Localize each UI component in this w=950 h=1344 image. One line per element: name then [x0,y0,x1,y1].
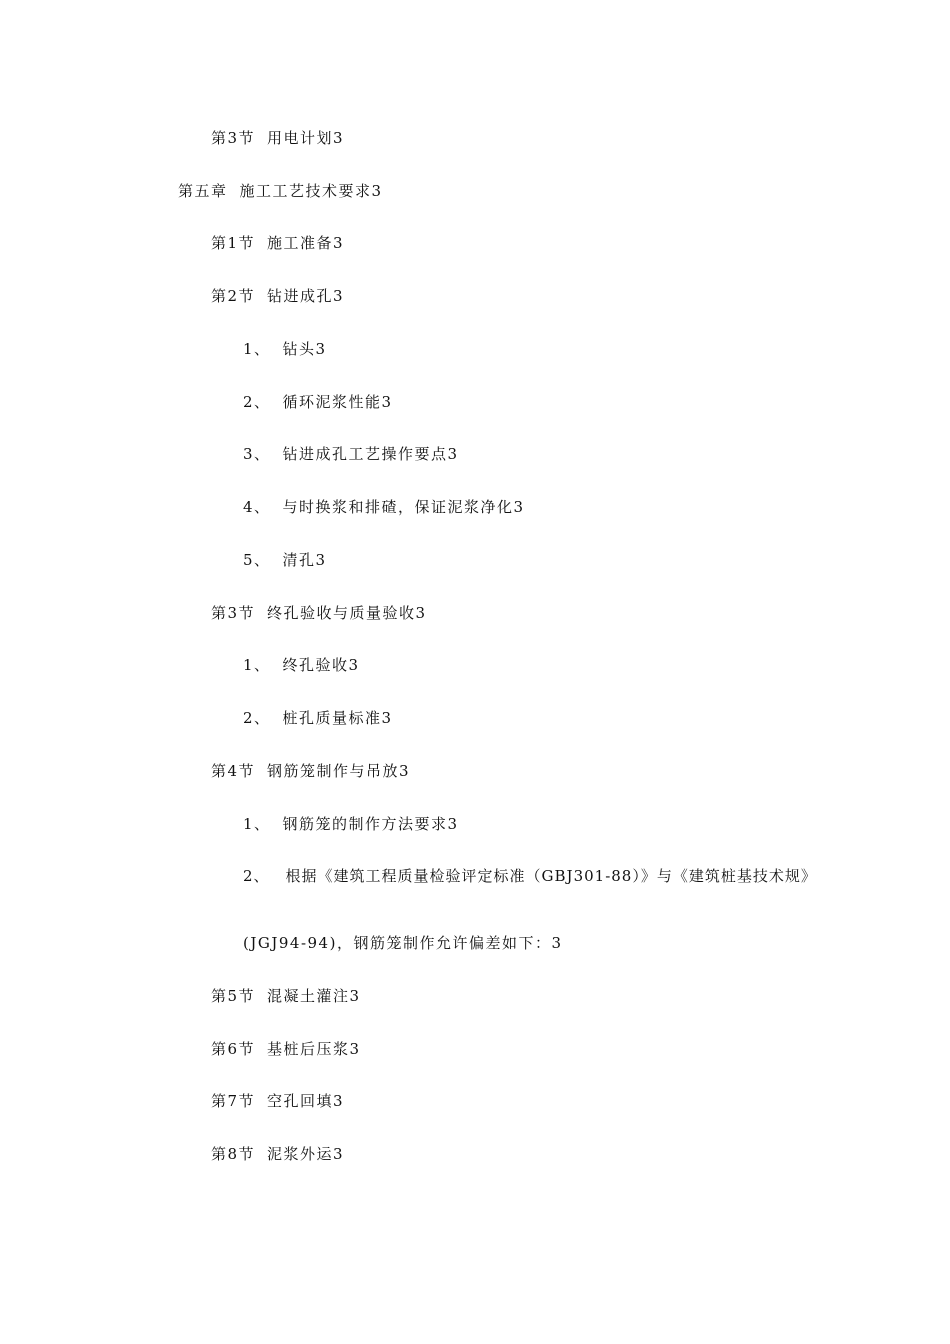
toc-entry[interactable] [211,233,344,253]
toc-entry-text: 桩孔质量标准3 [282,709,393,727]
toc-entry[interactable] [243,497,525,517]
toc-entry[interactable] [243,339,327,359]
toc-entry-text: 钻头3 [282,340,327,358]
toc-entry-text: 混凝土灌注3 [267,987,361,1005]
toc-entry[interactable] [211,1144,344,1164]
toc-entry[interactable] [211,128,344,148]
toc-entry[interactable] [243,444,459,464]
toc-entry-text: 根据《建筑工程质量检验评定标准（GBJ301-88）》与《建筑桩基技术规》 [285,867,817,885]
toc-entry[interactable] [211,986,361,1006]
toc-entry-label: 第3节 [211,604,256,622]
toc-entry-label: 第五章 [178,182,228,200]
toc-entry-text: 施工准备3 [267,234,345,252]
toc-entry-label: 2、 [243,867,270,885]
toc-entry-text: 循环泥浆性能3 [282,393,393,411]
toc-entry-text: 清孔3 [282,551,327,569]
toc-entry-text: 钻进成孔工艺操作要点3 [282,445,459,463]
toc-entry-label: 1、 [243,340,271,358]
toc-entry-text: 钻进成孔3 [267,287,345,305]
toc-entry-label: 第3节 [211,129,256,147]
toc-entry-text: 用电计划3 [267,129,345,147]
toc-entry[interactable] [211,1091,344,1111]
toc-entry[interactable] [243,392,393,412]
toc-entry-text: (JGJ94-94)，钢筋笼制作允许偏差如下：3 [243,934,563,952]
toc-entry-label: 4、 [243,498,271,516]
toc-entry-label: 2、 [243,709,271,727]
toc-entry-text: 钢筋笼的制作方法要求3 [282,815,459,833]
toc-entry-text: 施工工艺技术要求3 [239,182,383,200]
toc-entry[interactable] [211,286,344,306]
toc-entry-continuation[interactable] [243,933,563,953]
toc-entry-text: 泥浆外运3 [267,1145,345,1163]
toc-entry[interactable] [211,1039,361,1059]
toc-entry[interactable] [243,814,459,834]
toc-entry-text: 基桩后压浆3 [267,1040,361,1058]
toc-entry-label: 3、 [243,445,271,463]
toc-entry-text: 钢筋笼制作与吊放3 [267,762,411,780]
toc-entry-text: 终孔验收3 [282,656,360,674]
toc-entry-label: 1、 [243,815,271,833]
toc-entry-text: 终孔验收与质量验收3 [267,604,427,622]
toc-entry-label: 第6节 [211,1040,256,1058]
toc-entry-label: 第1节 [211,234,256,252]
toc-entry-label: 第7节 [211,1092,256,1110]
toc-entry-text: 空孔回填3 [267,1092,345,1110]
toc-entry-text: 与时换浆和排碴，保证泥浆净化3 [282,498,525,516]
toc-entry[interactable] [243,866,817,886]
toc-entry-label: 第8节 [211,1145,256,1163]
toc-entry-label: 2、 [243,393,271,411]
toc-entry-label: 第4节 [211,762,256,780]
toc-entry-label: 第2节 [211,287,256,305]
toc-entry[interactable] [178,181,383,201]
toc-entry[interactable] [211,603,427,623]
toc-entry[interactable] [243,550,327,570]
toc-entry-label: 5、 [243,551,271,569]
toc-entry-label: 第5节 [211,987,256,1005]
toc-entry[interactable] [211,761,410,781]
toc-entry[interactable] [243,708,393,728]
toc-entry-label: 1、 [243,656,271,674]
toc-entry[interactable] [243,655,360,675]
